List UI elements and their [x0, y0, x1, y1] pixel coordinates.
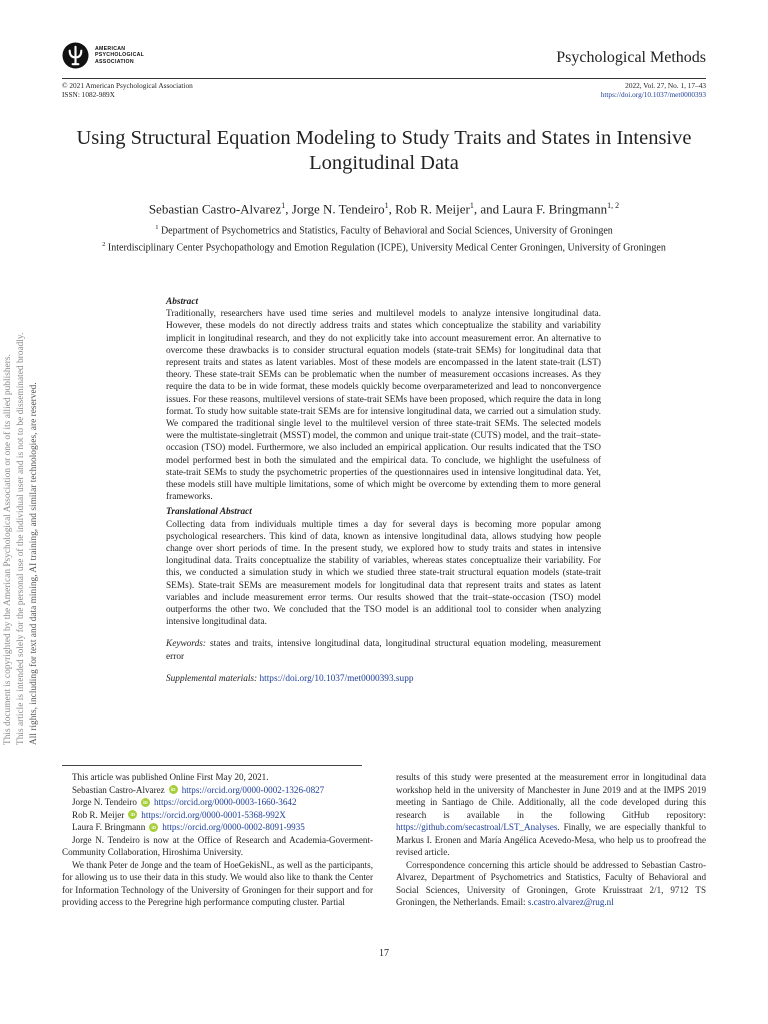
issn-line: ISSN: 1082-989X — [62, 90, 115, 99]
author-name: Laura F. Bringmann — [502, 201, 608, 217]
affiliation-number: 1 — [155, 224, 159, 231]
orcid-icon — [141, 798, 150, 807]
supplemental-materials — [166, 673, 601, 685]
orcid-link[interactable]: https://orcid.org/0000-0001-5368-992X — [141, 809, 286, 820]
orcid-icon — [128, 810, 137, 819]
author-separator: , and — [473, 201, 503, 217]
apa-logo — [62, 42, 144, 69]
orcid-link[interactable]: https://orcid.org/0000-0002-1326-0827 — [181, 784, 325, 795]
orcid-entry — [62, 796, 373, 809]
orcid-link[interactable]: https://orcid.org/0000-0003-1660-3642 — [153, 797, 297, 807]
author-separator: , — [388, 201, 396, 217]
header-divider — [62, 78, 706, 79]
journal-name: Psychological Methods — [556, 49, 706, 66]
acknowledgments-text: We thank Peter de Jonge and the team of HoeGekisNL, as well as the participants, for allowing us to use their data in this study. We would also like to thank the Center for Information Technology of the University of Groningen for their support and for providing access to the Peregrine high performance computing cluster. Partial — [62, 859, 373, 907]
author-name: Jorge N. Tendeiro — [291, 201, 385, 217]
author-list — [62, 201, 706, 217]
title-line: Using Structural Equation Modeling to Study Traits and States in Intensive — [76, 127, 692, 149]
notice-line: This document is copyrighted by the American Psychological Association or one of its allied publishers. — [3, 354, 13, 745]
supplemental-link[interactable]: https://doi.org/10.1037/met0000393.supp — [259, 673, 414, 684]
orcid-entry — [62, 784, 373, 797]
author-affiliation-mark: 1, 2 — [607, 201, 620, 210]
translational-abstract-text: Collecting data from individuals multiple times a day for several days is becoming more popular among psychological researchers. This kind of data, known as intensive longitudinal data, allows studying how people change over short periods of time. In the present study, we explored how to study traits and states in intensive longitudinal data. Traits conceptualize the stability of variables, whereas states conceptualize their variability. For this, we conducted a simulation study in which we studied three state-trait structural equation models (state-trait SEMs). State-trait SEMs are measurement models for longitudinal data that represent traits and states as latent variables and include measurement error terms. Our results showed that the trait–state-occasion (TSO) model outperforms the other two. We concluded that the TSO model is an additional tool to consider when analyzing intensive longitudinal data. — [166, 519, 601, 628]
acknowledgments-text-part: . Finally, we are especially thankful to Markus I. Eronen and María Angélica Acevedo-Mesa, who help us to proofread the revised article. — [396, 822, 706, 857]
logo-wordmark — [95, 46, 144, 66]
footnote-divider — [62, 765, 362, 766]
orcid-entry — [62, 821, 373, 834]
orcid-entry — [62, 809, 373, 822]
publication-meta-left — [62, 81, 193, 99]
notice-line: All rights, including for text and data mining, AI training, and similar technologies, are reserved. — [29, 382, 39, 745]
side-copyright-notice — [2, 285, 41, 745]
footnotes-right-column — [396, 771, 706, 909]
publication-meta-right — [601, 81, 706, 99]
orcid-icon — [149, 823, 158, 832]
logo-line: ASSOCIATION — [95, 58, 134, 65]
author-affiliation-mark: 1 — [281, 201, 286, 210]
orcid-author: Laura F. Bringmann — [72, 822, 146, 832]
orcid-author: Sebastian Castro-Alvarez — [72, 784, 165, 795]
email-link[interactable]: s.castro.alvarez@rug.nl — [527, 897, 614, 907]
author-name: Rob R. Meijer — [395, 201, 470, 217]
keywords-label: Keywords: — [166, 639, 206, 650]
author-name: Sebastian Castro-Alvarez — [148, 201, 282, 217]
github-link[interactable]: https://github.com/secastroal/LST_Analyses — [396, 822, 558, 832]
article-title — [62, 126, 706, 176]
abstract-heading: Abstract — [166, 297, 199, 307]
affiliation-text: Interdisciplinary Center Psychopathology and Emotion Regulation (ICPE), University Medical Center Groningen, University of Groningen — [107, 242, 666, 254]
title-line: Longitudinal Data — [309, 152, 459, 174]
abstract-section — [166, 296, 601, 685]
doi-link[interactable]: https://doi.org/10.1037/met0000393 — [600, 90, 706, 99]
citation-line: 2022, Vol. 27, No. 1, 17–43 — [625, 81, 706, 90]
correspondence-note — [396, 859, 706, 909]
publication-note: This article was published Online First May 20, 2021. — [72, 772, 269, 782]
affiliation-text: Department of Psychometrics and Statistics, Faculty of Behavioral and Social Sciences, University of Groningen — [160, 225, 613, 237]
page-number: 17 — [379, 948, 389, 959]
affiliation-number: 2 — [102, 241, 106, 249]
logo-line: AMERICAN — [95, 45, 126, 52]
supplemental-label: Supplemental materials: — [166, 673, 258, 684]
abstract-text: Traditionally, researchers have used time series and multilevel models to analyze intensive longitudinal data. However, these models do not directly address traits and states which conceptualize the stability and variability implicit in longitudinal research, and they do not explicitly take into account measurement error. An alternative to overcome these drawbacks is to consider structural equation models (state-trait SEMs) for longitudinal data that represent traits and states as latent variables. Most of these models are encompassed in the latent state-trait (LST) theory. These state-trait SEMs can be problematic when the number of measurement occasions increases. As they require the data to be in wide format, these models quickly become overparameterized and lead to nonconvergence issues. For these reasons, multilevel versions of state-trait SEMs have been proposed, which require the data in long format. To study how suitable state-trait SEMs are for intensive longitudinal data, we carried out a simulation study. We compared the traditional single level to the multilevel version of three state-trait SEMs. The selected models were the multistate-singletrait (MSST) model, the common and unique trait-state (CUTS) model, and the trait–state-occasion (TSO) model. Furthermore, we also included an empirical application. Our results indicated that the TSO model performed best in both the simulated and the empirical data. To conclude, we highlight the usefulness of state-trait SEMs to study the psychometric properties of the questionnaires used in intensive longitudinal data. Yet, these models still have multiple limitations, some of which might be overcome by extending them to more general frameworks. — [166, 309, 601, 503]
translational-abstract-heading: Translational Abstract — [166, 507, 252, 518]
affiliation — [62, 221, 706, 238]
footnotes-left-column — [62, 771, 373, 909]
affiliations — [62, 221, 706, 256]
copyright-line: © 2021 American Psychological Association — [62, 81, 193, 90]
affiliation — [62, 238, 706, 255]
logo-line: PSYCHOLOGICAL — [95, 52, 145, 59]
keywords — [166, 638, 601, 662]
orcid-author: Jorge N. Tendeiro — [72, 797, 137, 807]
acknowledgments-continued — [396, 771, 706, 859]
author-separator: , — [285, 201, 292, 217]
orcid-author: Rob R. Meijer — [72, 809, 125, 820]
notice-line: This article is intended solely for the personal use of the individual user and is not to be disseminated broadly. — [16, 332, 26, 745]
keywords-text: states and traits, intensive longitudinal data, longitudinal structural equation modeling, measurement error — [166, 639, 601, 662]
correspondence-text: Correspondence concerning this article should be addressed to Sebastian Castro-Alvarez, Department of Psychometrics and Statistics, Faculty of Behavioral and Social Sciences, University of Groningen, Grote Kruisstraat 2/1, 9712 TS Groningen, the Netherlands. Email: — [396, 859, 706, 907]
orcid-link[interactable]: https://orcid.org/0000-0002-8091-9935 — [162, 822, 305, 832]
author-affiliation-mark: 1 — [469, 201, 474, 210]
author-affiliation-mark: 1 — [384, 201, 389, 210]
office-note: Jorge N. Tendeiro is now at the Office of Research and Academia-Goverment-Community Collaboration, Hiroshima University. — [62, 834, 373, 857]
orcid-icon — [169, 785, 178, 794]
acknowledgments-text-part: results of this study were presented at the measurement error in longitudinal data workshop held in the university of Manchester in June 2019 and at the IMPS 2019 meeting in Santiago de Chile. Additionally, all the code developed during this research is available in the following GitHub repository: — [396, 772, 706, 820]
apa-psi-logo-icon — [62, 42, 89, 69]
